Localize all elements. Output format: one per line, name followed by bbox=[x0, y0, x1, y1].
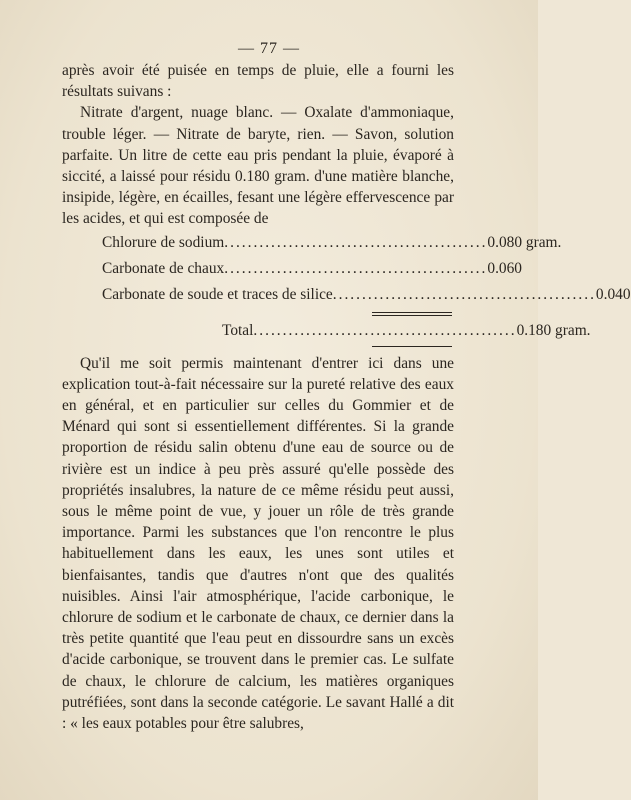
page-body bbox=[62, 60, 631, 734]
total-label: Total bbox=[222, 321, 254, 339]
composition-row bbox=[62, 258, 523, 284]
dot-leader: ............................................. bbox=[224, 233, 488, 251]
paragraph-intro: après avoir été puisée en temps de pluie, elle a fourni les résultats suivans : bbox=[62, 62, 454, 101]
paragraph-explanation: Qu'il me soit permis maintenant d'entrer ici dans une explication tout-à-fait nécessaire sur la pureté relative des eaux en général, et en particulier sur celles du Gommier et de Ménard qui sont si essentiellement différentes. Si la grande proportion de résidu salin obtenu d'une eau de source ou de rivière est un indice à peu près assuré qu'elle possède des propriétés insalubres, la nature de ce même résidu peut aussi, sous le même point de vue, y jouer un rôle de très grande importance. Parmi les substances que l'on rencontre le plus habituellement dans les eaux, les unes sont utiles et bienfaisantes, tandis que d'autres n'ont que des qualités nuisibles. Ainsi l'air atmosphérique, l'acide carbonique, le chlorure de sodium et le carbonate de chaux, ce dernier dans la très petite quantité que l'eau peut en dissourdre sans un excès d'acide carbonique, se trouvent dans le premier cas. Le sulfate de chaux, le chlorure de calcium, les matières organiques putréfiées, sont dans la seconde catégorie. Le savant Hallé a dit : « les eaux potables pour être salubres, bbox=[62, 354, 454, 733]
composition-table bbox=[62, 232, 631, 347]
composition-name: Carbonate de soude et traces de silice bbox=[102, 285, 333, 303]
composition-value: 0.040 bbox=[595, 285, 631, 303]
composition-value: 0.060 bbox=[487, 259, 523, 277]
composition-name: Carbonate de chaux bbox=[102, 259, 225, 277]
page-number: — 77 — bbox=[238, 40, 300, 57]
dot-leader: ............................................. bbox=[224, 259, 488, 277]
total-underline bbox=[372, 346, 452, 347]
paragraph-reagents: Nitrate d'argent, nuage blanc. — Oxalate d'ammoniaque, trouble léger. — Nitrate de baryte, rien. — Savon, solution parfaite. Un litre de cette eau pris pendant la pluie, évaporé à siccité, a laissé pour résidu 0.180 gram. d'une matière blanche, insipide, légère, en écailles, fesant une légère effervescence par les acides, et qui est composée de bbox=[62, 104, 454, 228]
composition-total-row bbox=[62, 320, 591, 346]
composition-row bbox=[62, 284, 631, 310]
total-value: 0.180 gram. bbox=[516, 321, 591, 339]
composition-value: 0.080 gram. bbox=[487, 233, 562, 251]
dot-leader: ............................................. bbox=[253, 321, 517, 339]
sum-rule bbox=[372, 312, 452, 316]
composition-row bbox=[62, 232, 562, 258]
composition-name: Chlorure de sodium bbox=[102, 233, 225, 251]
dot-leader: ............................................. bbox=[332, 285, 596, 303]
